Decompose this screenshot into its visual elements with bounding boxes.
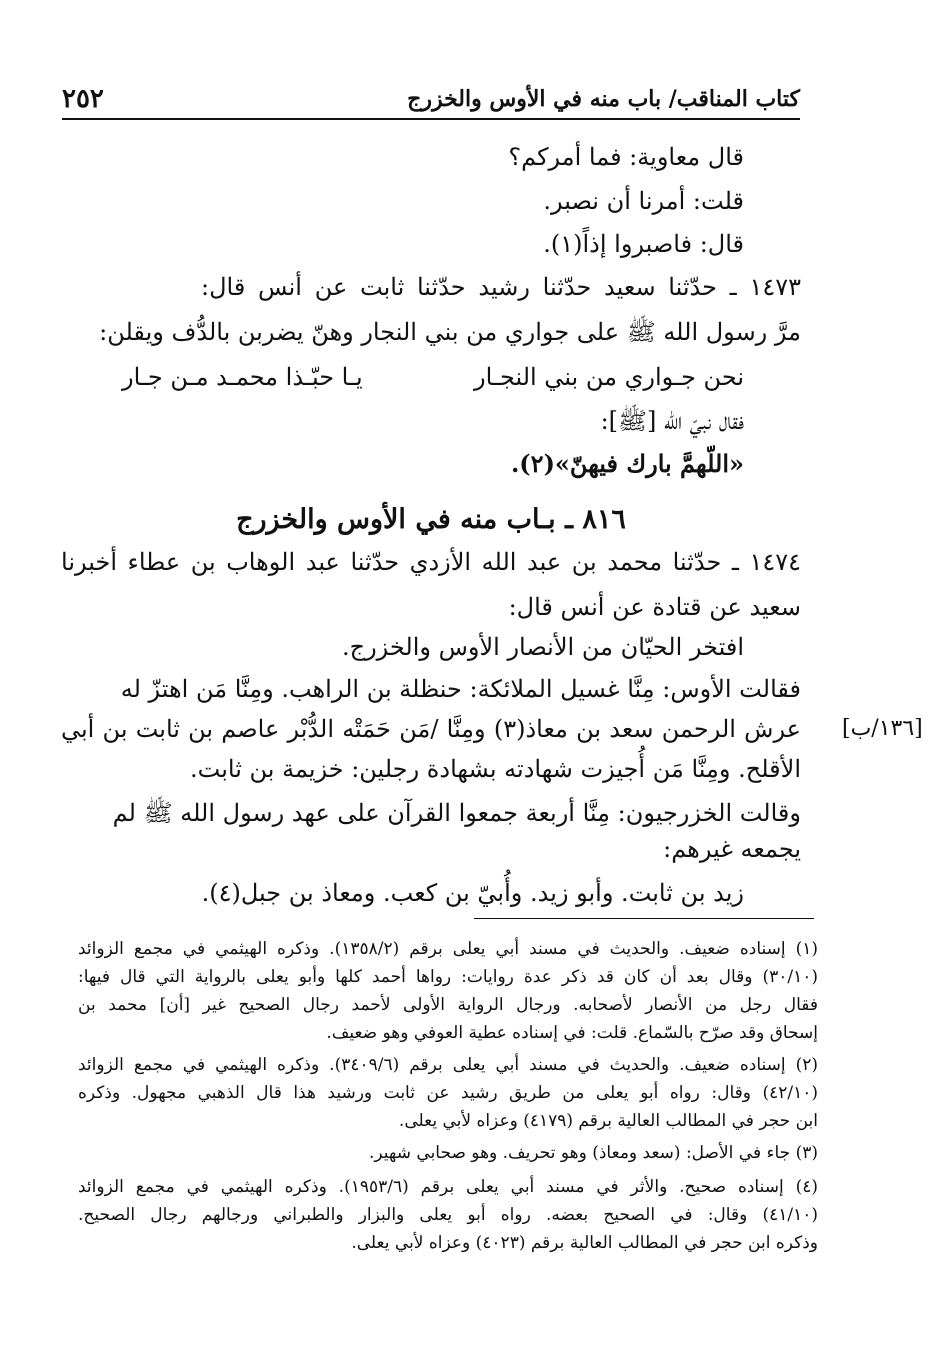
text-line-16: وقالت الخزرجيون: مِنَّا أربعة جمعوا القرآن على عهد رسول الله ﷺ لم xyxy=(112,799,801,827)
text-line-11: سعيد عن قتادة عن أنس قال: xyxy=(508,593,801,621)
hadith-1474-intro: ١٤٧٤ ـ حدّثنا محمد بن عبد الله الأزدي حدّثنا عبد الوهاب بن عطاء أخبرنا xyxy=(61,548,801,576)
hadith-1473-intro: ١٤٧٣ ـ حدّثنا سعيد حدّثنا رشيد حدّثنا ثابت عن أنس قال: xyxy=(201,273,801,301)
footnote-4-line-3: وذكره ابن حجر في المطالب العالية برقم (٤٠٢٣) وعزاه لأبي يعلى. xyxy=(351,1233,818,1253)
verse-right-hemistich: نحن جـواري من بني النجـار xyxy=(474,363,744,391)
prophet-saying: «اللّهمَّ بارك فيهنّ»(٢). xyxy=(510,449,744,478)
text-line-15: الأقلح. ومِنَّا مَن أُجيزت شهادته بشهادة رجلين: خزيمة بن ثابت. xyxy=(190,755,801,783)
text-line-5: مرَّ رسول الله ﷺ على جواري من بني النجار وهنّ يضربن بالدُّف ويقلن: xyxy=(99,318,801,346)
footnote-1-line-4: إسحاق وقد صرّح بالسّماع. قلت: في إسناده عطية العوفي وهو ضعيف. xyxy=(326,1023,818,1043)
footnote-1-line-2: (٣٠/١٠) وقال بعد أن كان قد ذكر عدة روايات: رواها أحمد كلها وأبو يعلى بالرواية التي قال فيها: xyxy=(78,967,819,987)
text-line-17: يجمعه غيرهم: xyxy=(663,835,801,863)
text-line-3: قال: فاصبروا إذاً(١). xyxy=(543,230,744,258)
header-title: كتاب المناقب/ باب منه في الأوس والخزرج xyxy=(407,86,800,112)
footnote-3: (٣) جاء في الأصل: (سعد ومعاذ) وهو تحريف. وهو صحابي شهير. xyxy=(369,1143,818,1163)
footnote-1-line-1: (١) إسناده ضعيف. والحديث في مسند أبي يعلى برقم (١٣٥٨/٢). وذكره الهيثمي في مجمع الزوائد xyxy=(78,939,818,959)
text-line-14: عرش الرحمن سعد بن معاذ(٣) ومِنَّا /مَن حَمَتْه الدُّبْر عاصم بن ثابت بن أبي xyxy=(61,715,802,743)
footnote-2-line-3: ابن حجر في المطالب العالية برقم (٤١٧٩) وعزاه لأبي يعلى. xyxy=(398,1111,818,1131)
text-line-13: فقالت الأوس: مِنَّا غسيل الملائكة: حنظلة بن الراهب. ومِنَّا مَن اهتزّ له xyxy=(120,675,801,703)
footnote-2-line-2: (٤٢/١٠) وقال: رواه أبو يعلى من طريق رشيد عن ثابت ورشيد هذا قال الذهبي مجهول. وذكره xyxy=(78,1083,819,1103)
footnote-1-line-3: فقال رجل من الأنصار لأصحابه. ورجال الرواية الأولى لأحمد رجال الصحيح غير [أن] محمد بن xyxy=(78,995,818,1015)
text-line-2: قلت: أمرنا أن نصبر. xyxy=(543,187,744,215)
manuscript-folio-note: [١٣٦/ب] xyxy=(842,716,923,741)
running-header xyxy=(62,84,800,120)
page-number: ٢٥٢ xyxy=(62,84,104,114)
text-line-12: افتخر الحيّان من الأنصار الأوس والخزرج. xyxy=(341,633,744,661)
text-line-1: قال معاوية: فما أمركم؟ xyxy=(508,143,744,171)
text-line-7: فقال نبيّ الله [ﷺ]: xyxy=(600,407,744,435)
footnote-4-line-1: (٤) إسناده صحيح. والأثر في مسند أبي يعلى برقم (١٩٥٣/٦). وذكره الهيثمي في مجمع الزوائد xyxy=(78,1177,818,1197)
footnote-2-line-1: (٢) إسناده ضعيف. والحديث في مسند أبي يعلى برقم (٣٤٠٩/٦). وذكره الهيثمي في مجمع الزوائد xyxy=(78,1055,818,1075)
text-line-18: زيد بن ثابت. وأبو زيد. وأُبيّ بن كعب. ومعاذ بن جبل(٤). xyxy=(201,879,744,907)
verse-left-hemistich: يـا حبّـذا محمـد مـن جـار xyxy=(122,363,363,391)
footnote-separator xyxy=(474,918,814,919)
chapter-title: ٨١٦ ـ بـاب منه في الأوس والخزرج xyxy=(236,504,626,535)
footnote-4-line-2: (٤١/١٠) وقال: في الصحيح بعضه. رواه أبو يعلى والبزار والطبراني ورجالهم رجال الصحيح. xyxy=(78,1205,818,1225)
